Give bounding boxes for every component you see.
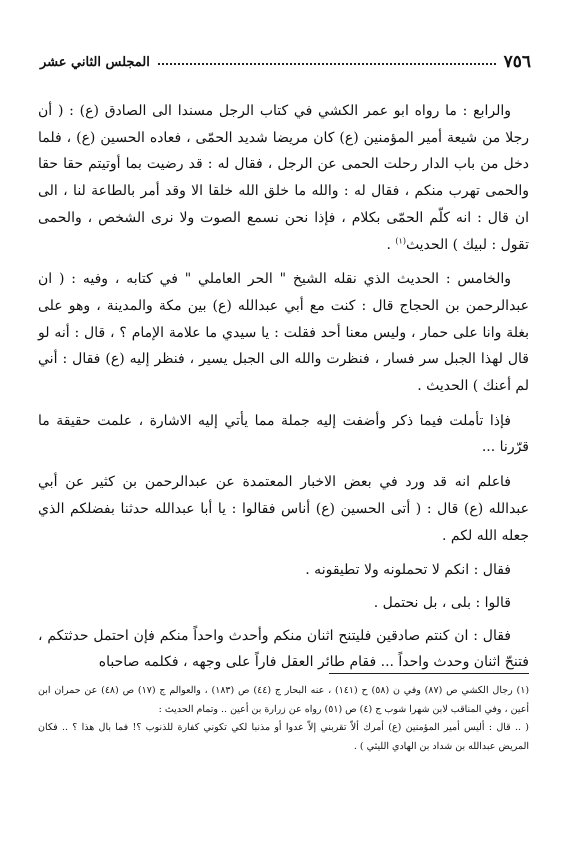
footnote-1-continued: ( .. قال : أليس أمير المؤمنين (ع) أمرك ألاّ تقربني إلاّ عدوا أو مذنبا لكي تكوني كفارة للذنوب ؟! فما بال هذا ؟ .. فكان المريض عبدالله بن شداد بن الهادي الليثي ) . [38,722,529,752]
paragraph-fifth: والخامس : الحديث الذي نقله الشيخ " الحر العاملي " في كتابه ، وفيه : ( ان عبدالرحمن بن الحجاج قال : كنت مع أبي عبدالله (ع) بين مكة والمدينة ، وهو على بغلة وانا على حمار ، وليس معنا أحد فقلت : يا سيدي ما علامة الإمام ؟ ، قال : أنه لو قال لهذا الجبل سر فسار ، فنظرت والله الى الجبل يسير ، فنظر إليه (ع) فقال : أني لم أعنك ) الحديث . [38,271,529,395]
paragraph-reply: فقال : انكم لا تحملونه ولا تطيقونه . [305,562,511,579]
page-header [40,50,531,74]
paragraph-fourth-end: . [386,236,396,253]
header-dotted-leader [158,63,496,65]
paragraph-answer: قالوا : بلى ، بل نحتمل . [373,594,511,611]
paragraph-continuation: فقال : ان كنتم صادقين فليتنح اثنان منكم وأحدث واحداً منكم فإن احتمل حدثتكم ، فتنحّ اثنان وحدث واحداً ... فقام طائر العقل فاراً على وجهه ، فكلمه صاحباه [38,627,529,671]
footnote-1: (١) رجال الكشي ص (٨٧) وفي ن (٥٨) ح (١٤١) ، عنه البحار ج (٤٤) ص (١٨٣) ، والعوالم ج (١٧) ص (٤٨) عن حمران ابن أعين ، وفي المناقب لابن شهرا شوب ج (٤) ص (٥١) رواه عن زرارة بن أعين .. وتمام الحديث : [38,685,530,715]
paragraph-fourth [38,98,529,258]
page-number: ٧٥٦ [503,52,531,72]
body-text [38,98,529,684]
paragraph-fourth-text: والرابع : ما رواه ابو عمر الكشي في كتاب الرجل مسندا الى الصادق (ع) : ( أن رجلا من شيعة أمير المؤمنين (ع) كان مريضا شديد الحمّى ، فعاده الحسين (ع) ، فلما دخل من باب الدار رحلت الحمى عن الرجل ، فقال له : قد رضيت بما أوتيتم حقا حقا والحمى تهرب منكم ، فقال له : والله ما خلق الله خلقا الا وقد أمر بالطاعة لنا ، الى ان قال : انه كلّم الحمّى بكلام ، فإذا نحن نسمع الصوت ولا نرى الشخص ، والحمى تقول : لبيك ) الحديث [38,103,529,253]
paragraph-reflection: فإذا تأملت فيما ذكر وأضفت إليه جملة مما يأتي إليه الاشارة ، علمت حقيقة ما قرّرنا ... [38,412,529,456]
footnote-ref-1: (١) [395,235,406,245]
footnote-divider [329,673,529,674]
footnotes [38,682,529,756]
paragraph-hadith-intro: فاعلم انه قد ورد في بعض الاخبار المعتمدة عن عبدالرحمن بن كثير عن أبي عبدالله (ع) قال : ( أتى الحسين (ع) أناس فقالوا : يا أبا عبدالله حدثنا بفضلكم الذي جعله الله لكم . [38,474,529,544]
running-title: المجلس الثاني عشر [40,54,150,70]
